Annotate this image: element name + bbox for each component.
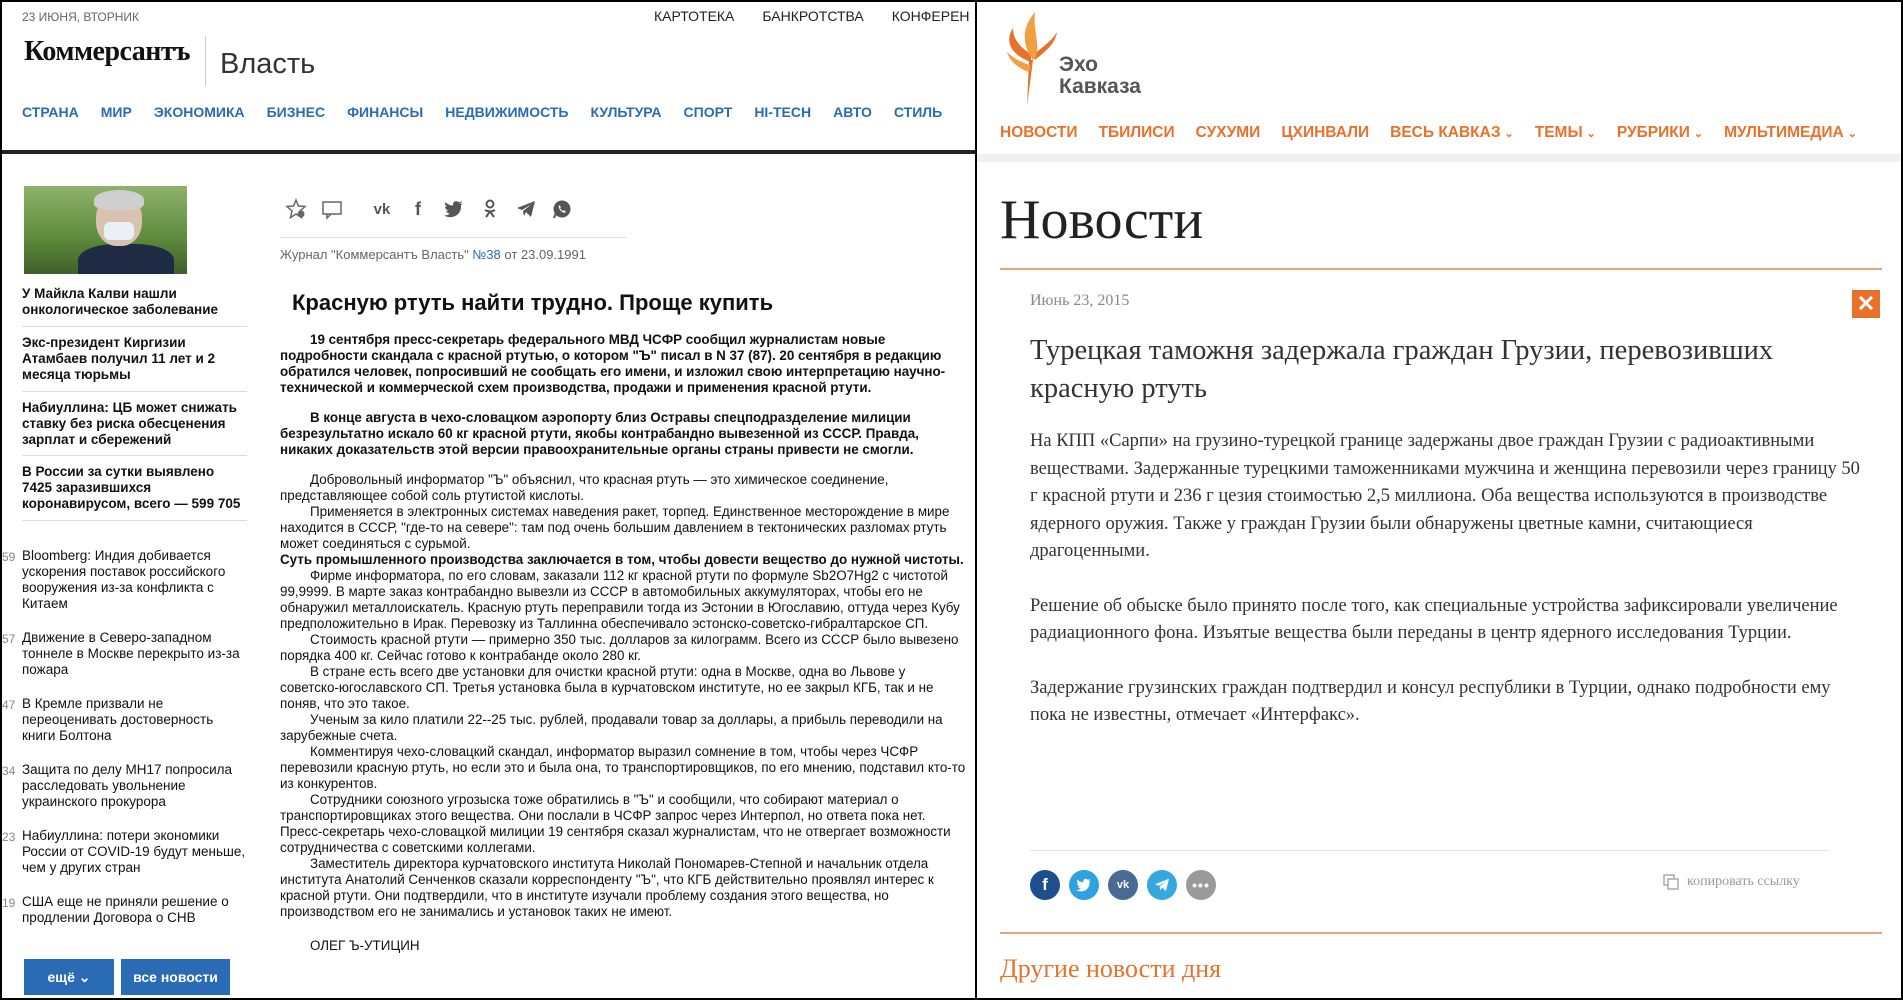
nav-ves-kavkaz[interactable]: ВЕСЬ КАВКАЗ ⌄ [1390, 124, 1514, 141]
chevron-down-icon: ⌄ [1693, 128, 1704, 140]
ekho-logo-flame-icon[interactable] [999, 10, 1059, 106]
share-bar [1030, 870, 1216, 900]
logo-line: Кавказа [1059, 75, 1141, 98]
share-bar [285, 198, 573, 220]
main-nav [1000, 124, 1857, 142]
article-lead: 19 сентября пресс-секретарь федерального МВД ЧСФР сообщил журналистам новые подробности скандала с красной ртутью, о котором "Ъ" писал в N 37 (87). 20 сентября в редакцию обратился человек, попросивший не сообщать его имени, и изложил свою интерпретацию научно-технической и коммерческой схем производства, продажи и применения красной ртути. [280, 332, 946, 395]
chevron-down-icon: ⌄ [1586, 128, 1596, 140]
source-date: от 23.09.1991 [504, 247, 586, 262]
sidebar-headline[interactable]: Набиуллина: ЦБ может снижать ставку без риска обесценения зарплат и сбережений [22, 400, 237, 447]
nav-tskhinvali[interactable]: ЦХИНВАЛИ [1281, 124, 1370, 141]
top-nav-kartoteka[interactable]: КАРТОТЕКА [654, 8, 735, 24]
list-item-time: 47 [2, 698, 16, 712]
other-news-heading[interactable]: Другие новости дня [1000, 954, 1222, 983]
nav-sukhumi[interactable]: СУХУМИ [1195, 124, 1261, 141]
nav-novosti[interactable]: НОВОСТИ [1000, 124, 1078, 141]
article-paragraph: Заместитель директора курчатовского института Николай Пономарев-Степной и начальник отдела института Анатолий Сенченков сказали корреспонденту "Ъ", что КГБ действительно проявлял интерес к красной ртути. Они подтвердили, что в институте изучали проблему создания этого вещества, но производством его не занимались и установок таких не имеют. [280, 856, 934, 919]
article-author: ОЛЕГ Ъ-УТИЦИН [310, 938, 420, 953]
facebook-icon[interactable]: f [415, 198, 421, 219]
sidebar-headline[interactable]: Экс-президент Киргизии Атамбаев получил 11 лет и 2 месяца тюрьмы [22, 335, 216, 382]
sidebar-divider [22, 455, 247, 456]
ekho-kavkaza-page [977, 0, 1903, 1000]
list-item-time: 19 [2, 896, 16, 910]
article-body [280, 332, 966, 954]
telegram-icon[interactable] [515, 198, 537, 220]
list-item-time: 59 [2, 550, 16, 564]
list-item-time: 23 [2, 830, 16, 844]
sidebar-divider [22, 326, 247, 327]
twitter-icon[interactable] [1069, 870, 1099, 900]
section-title[interactable]: Власть [220, 48, 316, 80]
article-title: Турецкая таможня задержала граждан Грузии, перевозивших красную ртуть [1030, 335, 1774, 404]
article-paragraph: Сотрудники союзного угрозыска тоже обратились в "Ъ" и сообщили, что собирают материал о транспортировщиках этого вещества. Они послали в ЧСФР запрос через Интерпол, но ответа пока нет. Пресс-секретарь чехо-словацкой милиции 19 сентября сказал журналистам, что не отвергает возможности сотрудничества с советскими коллегами. [280, 792, 951, 855]
article-paragraph: Стоимость красной ртути — примерно 350 тыс. долларов за килограмм. Всего из СССР было вывезено порядка 400 кг. Сейчас готово к контрабанде около 280 кг. [280, 632, 959, 663]
close-button[interactable]: ✕ [1852, 290, 1880, 318]
top-nav-konferencii[interactable]: КОНФЕРЕН [891, 8, 970, 24]
list-item[interactable]: Движение в Северо-западном тоннеле в Москве перекрыто из-за пожара [22, 630, 240, 677]
vk-icon[interactable]: vk [373, 200, 391, 218]
article-source [280, 247, 586, 262]
nav-mir[interactable]: МИР [100, 104, 132, 120]
nav-hitech[interactable]: HI-TECH [754, 104, 812, 120]
list-item[interactable]: Набиуллина: потери экономики России от COVID-19 будут меньше, чем у других стран [22, 828, 246, 875]
article-paragraph: Решение об обыске было принято после того, как специальные устройства зафиксировали увеличение радиационного фона. Изъятые вещества были переданы в центр ядерного исследования Турции. [1030, 595, 1838, 643]
share-divider [280, 237, 626, 238]
nav-stil[interactable]: СТИЛЬ [893, 104, 943, 120]
share-divider [1030, 850, 1828, 851]
article-paragraph: На КПП «Сарпи» на грузино-турецкой границе задержаны двое граждан Грузии с радиоактивными веществами. Задержанные турецкими таможенниками мужчина и женщина перевозили через границу 50 г красной ртути и 236 г цезия стоимостью 2,5 миллиона. Оба вещества используются в производстве ядерного оружия. Также у граждан Грузии были обнаружены цветные камни, считающиеся драгоценными. [1030, 431, 1860, 561]
nav-divider [977, 154, 1903, 162]
nav-finansy[interactable]: ФИНАНСЫ [347, 104, 424, 120]
chevron-down-icon: ⌄ [1504, 128, 1514, 140]
article-paragraph: Ученым за кило платили 22--25 тыс. рублей, продавали товар за доллары, а прибыль переводили на зарубежные счета. [280, 712, 943, 743]
nav-sport[interactable]: СПОРТ [683, 104, 733, 120]
nav-rubriki[interactable]: РУБРИКИ ⌄ [1616, 124, 1704, 141]
nav-ekonomika[interactable]: ЭКОНОМИКА [153, 104, 245, 120]
section-divider [1000, 932, 1882, 934]
article-paragraph: Комментируя чехо-словацкий скандал, информатор выразил сомнение в том, чтобы через ЧСФР перевозили красную ртуть, но если это и была она, то транспортировщиков, по его мнению, подставил кто-то из конкурентов. [280, 744, 966, 791]
more-button[interactable]: ещё ⌄ [24, 959, 114, 995]
list-item-time: 34 [2, 764, 16, 778]
nav-kultura[interactable]: КУЛЬТУРА [590, 104, 662, 120]
article-paragraph: В стране есть всего две установки для очистки красной ртути: одна в Москве, одна во Львове у советско-югославского СП. Третья установка была в курчатовском институте, но ее закрыл КГБ, так и не поняв, что это такое. [280, 664, 934, 711]
top-nav-bankrotstva[interactable]: БАНКРОТСТВА [762, 8, 864, 24]
sidebar-headline[interactable]: У Майкла Калви нашли онкологическое заболевание [22, 286, 219, 317]
article-paragraph: Задержание грузинских граждан подтвердил и консул республики в Турции, однако подробности ему пока не известны, отмечает «Интерфакс». [1030, 677, 1831, 725]
vk-icon[interactable]: vk [1108, 870, 1138, 900]
list-item[interactable]: США еще не приняли решение о продлении Договора о СНВ [22, 894, 229, 925]
whatsapp-icon[interactable] [551, 198, 573, 220]
more-share-icon[interactable]: ••• [1186, 870, 1216, 900]
article-paragraph: Суть промышленного производства заключается в том, чтобы довести вещество до нужной чистоты. [280, 552, 964, 567]
chevron-down-icon: ⌄ [1847, 128, 1857, 140]
ekho-logo-text[interactable] [1059, 54, 1141, 98]
article-paragraph: Фирме информатора, по его словам, заказали 112 кг красной ртути по формуле Sb2O7Hg2 с чистотой 99,9999. В марте заказ контрабандно вывезли из СССР в автомобильных аккумуляторах, чтобы его не обнаружил металлоискатель. Красную ртуть переправили тогда из Эстонии в Югославию, оттуда через Кубу предположительно в Ирак. Перевозку из Таллинна обеспечивало эстонско-советско-гибралтарское СП. [280, 568, 960, 631]
telegram-icon[interactable] [1147, 870, 1177, 900]
copy-link-button[interactable] [1663, 874, 1800, 890]
bookmark-star-icon[interactable] [285, 198, 307, 220]
list-item[interactable]: Защита по делу MH17 попросила расследовать увольнение украинского прокурора [22, 762, 233, 809]
nav-multimedia[interactable]: МУЛЬТИМЕДИА ⌄ [1724, 124, 1857, 141]
header-divider [2, 150, 977, 154]
article-title: Красную ртуть найти трудно. Проще купить [292, 290, 774, 315]
nav-avto[interactable]: АВТО [833, 104, 872, 120]
article-lead: В конце августа в чехо-словацком аэропорту близ Остравы спецподразделение милиции безрезультатно искало 60 кг красной ртути, якобы контрабандно вывезенной из СССР. Правда, никаких доказательств этой версии правоохранительные органы страны привести не смогли. [280, 410, 919, 457]
sidebar-divider [22, 391, 247, 392]
article-body [1030, 428, 1860, 757]
comment-icon[interactable] [321, 198, 343, 220]
main-nav [22, 104, 942, 120]
nav-tbilisi[interactable]: ТБИЛИСИ [1098, 124, 1175, 141]
nav-nedvizhimost[interactable]: НЕДВИЖИМОСТЬ [445, 104, 569, 120]
nav-temy[interactable]: ТЕМЫ ⌄ [1534, 124, 1596, 141]
kommersant-logo[interactable]: Коммерсантъ [24, 36, 190, 67]
twitter-icon[interactable] [443, 198, 465, 220]
source-journal: Журнал "Коммерсантъ Власть" [280, 247, 469, 262]
top-nav [654, 8, 970, 24]
article-date: Июнь 23, 2015 [1030, 292, 1130, 309]
copy-link-label: копировать ссылку [1687, 874, 1800, 889]
news-photo[interactable] [24, 186, 187, 274]
list-item[interactable]: В Кремле призвали не переоценивать достоверность книги Болтона [22, 696, 214, 743]
nav-biznes[interactable]: БИЗНЕС [266, 104, 326, 120]
copy-icon [1663, 874, 1679, 890]
page-title: Новости [1000, 189, 1204, 251]
list-item-time: 57 [2, 632, 16, 646]
article-paragraph: Добровольный информатор "Ъ" объяснил, что красная ртуть — это химическое соединение, представляющее собой соль ртутистой кислоты. [280, 472, 889, 503]
logo-divider [205, 36, 206, 86]
facebook-icon[interactable]: f [1030, 870, 1060, 900]
article-paragraph: Применяется в электронных системах наведения ракет, торпед. Единственное месторождение в мире находится в СССР, "где-то на севере": там под очень большим давлением в тектонических разломах ртуть может соединяться с сурьмой. [280, 504, 950, 551]
sidebar-headline[interactable]: В России за сутки выявлено 7425 заразившихся коронавирусом, всего — 599 705 [22, 464, 241, 511]
current-date: 23 ИЮНЯ, ВТОРНИК [22, 10, 140, 24]
odnoklassniki-icon[interactable] [479, 198, 501, 220]
list-item[interactable]: Bloomberg: Индия добивается ускорения поставок российского вооружения из-за конфликта с Китаем [22, 548, 226, 611]
sidebar-divider [22, 520, 247, 521]
issue-link[interactable]: №38 [472, 247, 501, 262]
logo-line: Эхо [1059, 53, 1098, 76]
nav-strana[interactable]: СТРАНА [22, 104, 79, 120]
all-news-button[interactable]: все новости [121, 959, 230, 995]
title-divider [1000, 268, 1882, 270]
